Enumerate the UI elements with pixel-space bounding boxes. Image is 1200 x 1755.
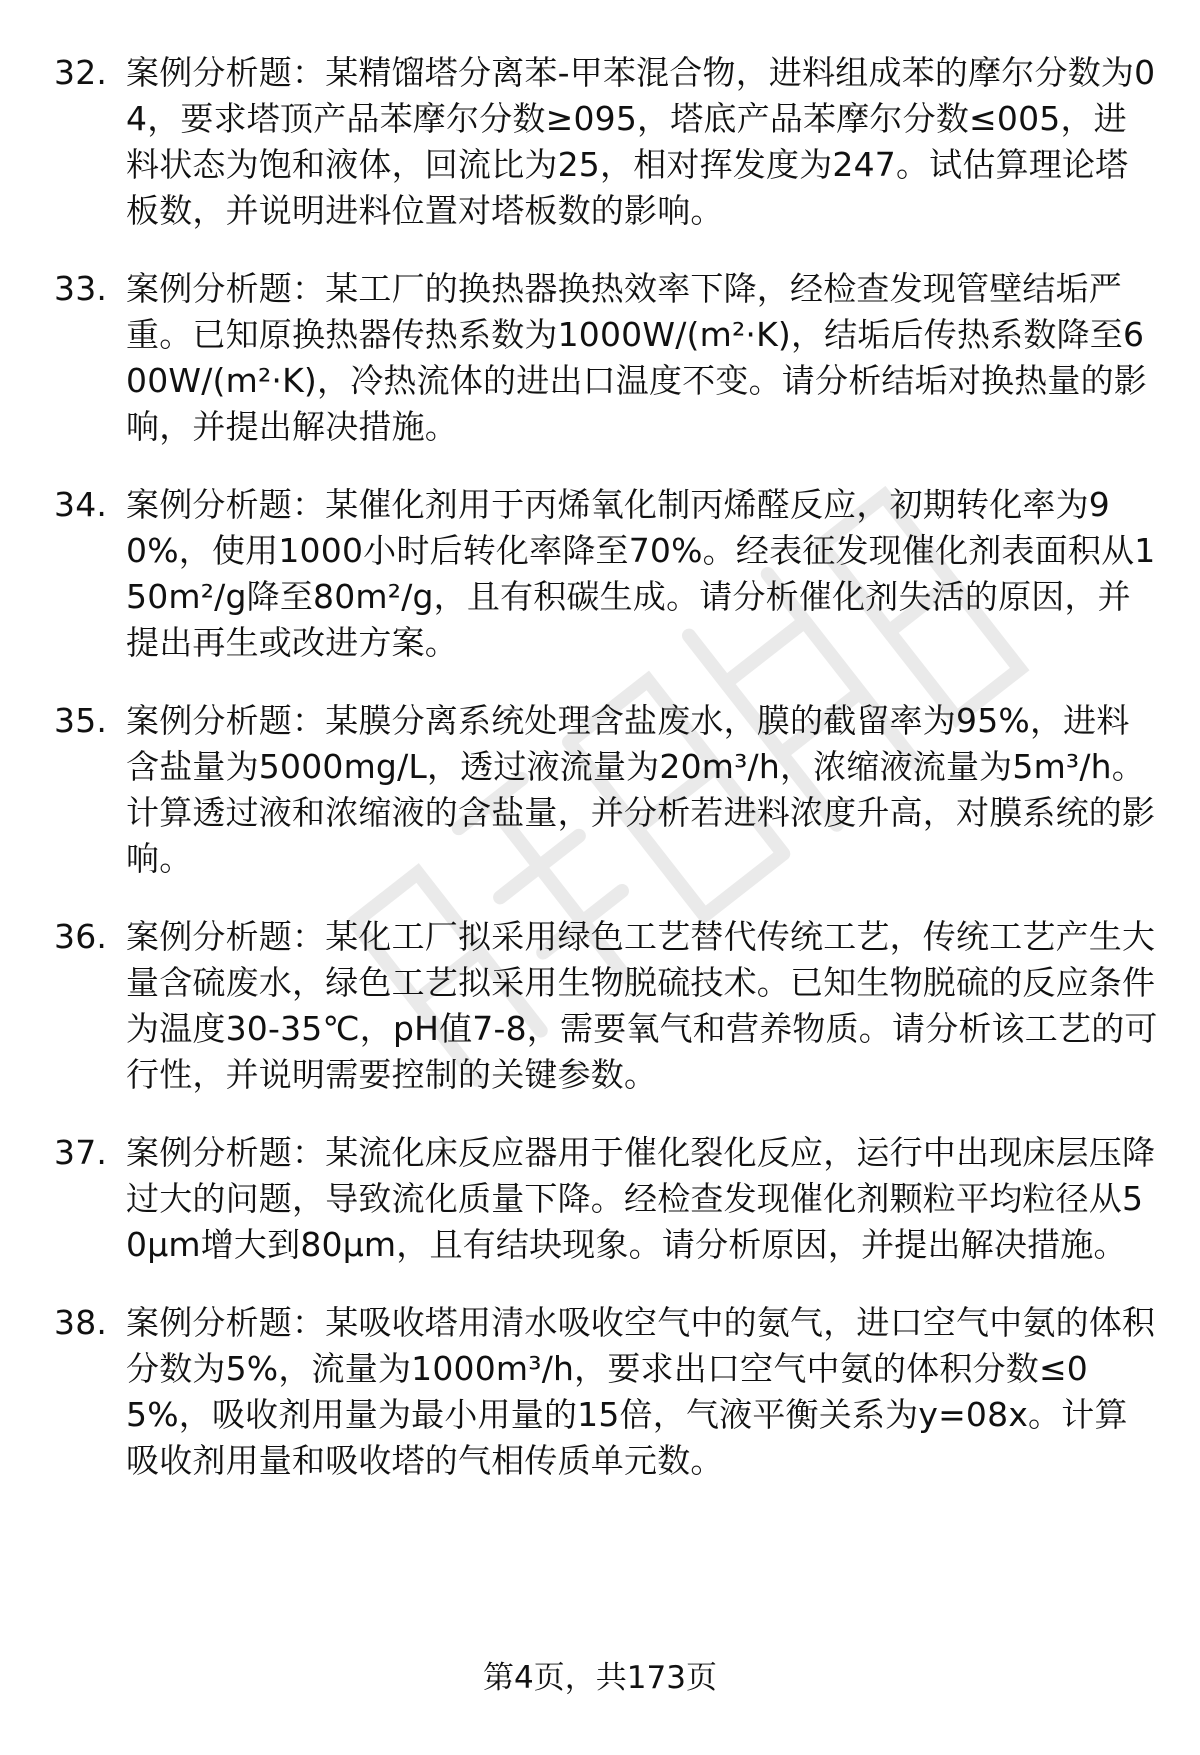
question-item-34 <box>50 482 1160 666</box>
question-number: 33. <box>54 269 108 308</box>
question-item-35 <box>50 698 1160 882</box>
question-text: 案例分析题：某吸收塔用清水吸收空气中的氨气，进口空气中氨的体积分数为5%，流量为1000m³/h，要求出口空气中氨的体积分数≤05%，吸收剂用量为最小用量的15倍，气液平衡关系为y=08x。计算吸收剂用量和吸收塔的气相传质单元数。 <box>126 1303 1156 1480</box>
question-text: 案例分析题：某精馏塔分离苯-甲苯混合物，进料组成苯的摩尔分数为04，要求塔顶产品苯摩尔分数≥095，塔底产品苯摩尔分数≤005，进料状态为饱和液体，回流比为25，相对挥发度为247。试估算理论塔板数，并说明进料位置对塔板数的影响。 <box>126 53 1156 230</box>
question-item-32 <box>50 50 1160 234</box>
page-footer <box>0 1658 1200 1698</box>
question-number: 36. <box>54 917 108 956</box>
question-text: 案例分析题：某化工厂拟采用绿色工艺替代传统工艺，传统工艺产生大量含硫废水，绿色工艺拟采用生物脱硫技术。已知生物脱硫的反应条件为温度30-35℃，pH值7-8，需要氧气和营养物质。请分析该工艺的可行性，并说明需要控制的关键参数。 <box>126 917 1158 1094</box>
question-text: 案例分析题：某催化剂用于丙烯氧化制丙烯醛反应，初期转化率为90%，使用1000小时后转化率降至70%。经表征发现催化剂表面积从150m²/g降至80m²/g，且有积碳生成。请分析催化剂失活的原因，并提出再生或改进方案。 <box>126 485 1156 662</box>
question-text: 案例分析题：某工厂的换热器换热效率下降，经检查发现管壁结垢严重。已知原换热器传热系数为1000W/(m²·K)，结垢后传热系数降至600W/(m²·K)，冷热流体的进出口温度不变。请分析结垢对换热量的影响，并提出解决措施。 <box>126 269 1147 446</box>
question-item-33 <box>50 266 1160 450</box>
page-number-label: 第4页，共173页 <box>483 1660 717 1696</box>
question-item-37 <box>50 1130 1160 1268</box>
question-number: 34. <box>54 485 108 524</box>
question-item-36 <box>50 914 1160 1098</box>
question-item-38 <box>50 1300 1160 1484</box>
question-number: 37. <box>54 1133 108 1172</box>
question-number: 38. <box>54 1303 108 1342</box>
question-text: 案例分析题：某膜分离系统处理含盐废水，膜的截留率为95%，进料含盐量为5000mg/L，透过液流量为20m³/h，浓缩液流量为5m³/h。计算透过液和浓缩液的含盐量，并分析若进料浓度升高，对膜系统的影响。 <box>126 701 1156 878</box>
question-number: 35. <box>54 701 108 740</box>
question-list <box>50 50 1160 1516</box>
question-number: 32. <box>54 53 108 92</box>
question-text: 案例分析题：某流化床反应器用于催化裂化反应，运行中出现床层压降过大的问题，导致流化质量下降。经检查发现催化剂颗粒平均粒径从50μm增大到80μm，且有结块现象。请分析原因，并提出解决措施。 <box>126 1133 1156 1264</box>
